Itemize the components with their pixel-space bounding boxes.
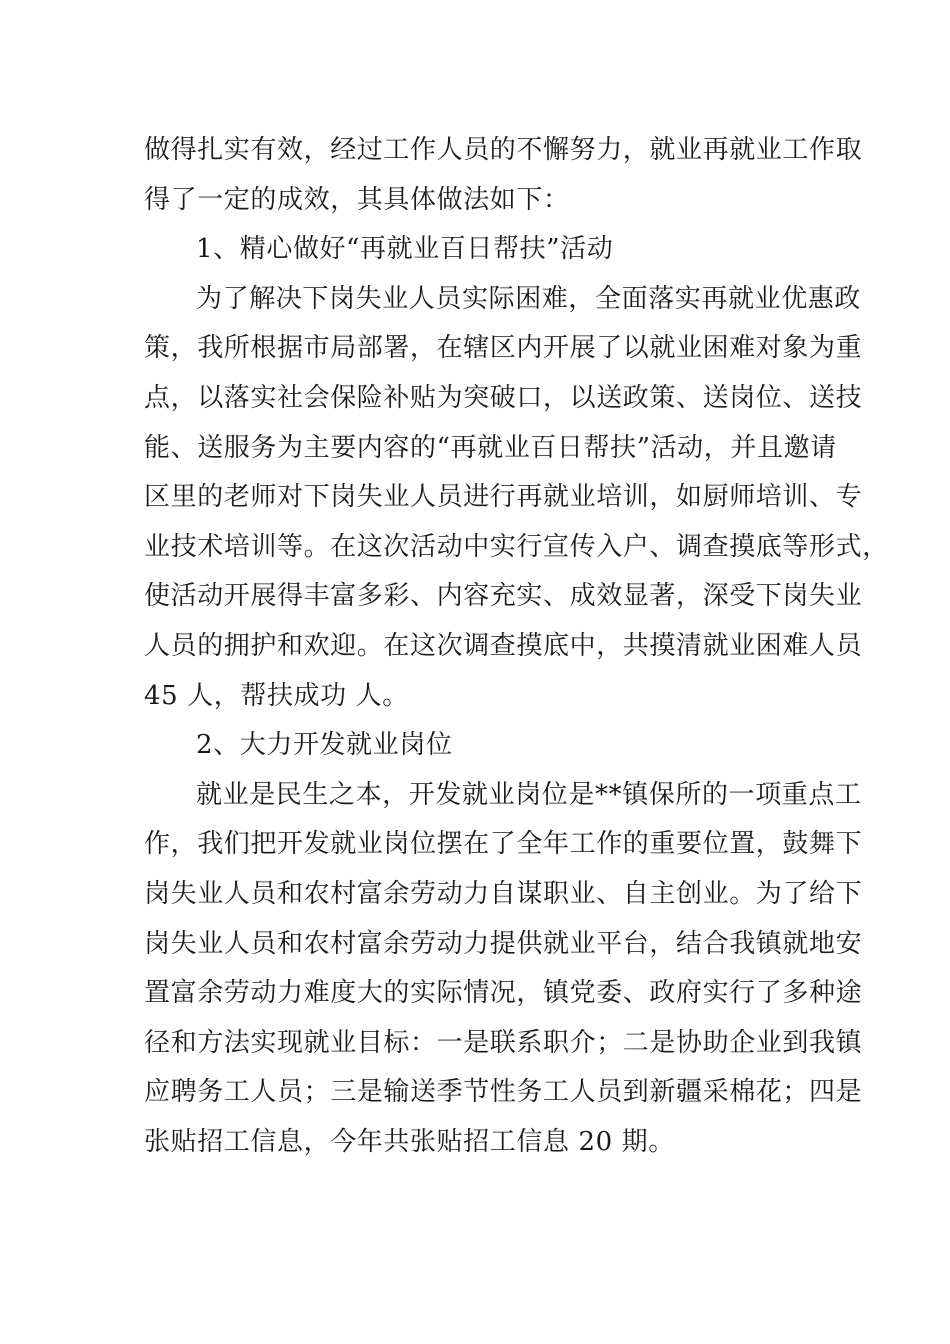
text-line: 岗失业人员和农村富余劳动力提供就业平台，结合我镇就地安 (144, 928, 863, 959)
text-line: 得了一定的成效，其具体做法如下： (144, 184, 570, 215)
document-body (144, 126, 889, 1167)
text-line: 为了解决下岗失业人员实际困难，全面落实再就业优惠政 (196, 283, 862, 314)
text-line: 径和方法实现就业目标：一是联系职介；二是协助企业到我镇 (144, 1027, 863, 1058)
text-line: 置富余劳动力难度大的实际情况，镇党委、政府实行了多种途 (144, 978, 863, 1009)
text-line: 作，我们把开发就业岗位摆在了全年工作的重要位置，鼓舞下 (144, 829, 863, 860)
text-line: 应聘务工人员；三是输送季节性务工人员到新疆采棉花；四是 (144, 1077, 863, 1108)
section-heading: 2、大力开发就业岗位 (196, 730, 453, 761)
text-line: 就业是民生之本，开发就业岗位是**镇保所的一项重点工 (196, 779, 862, 810)
text-line: 策，我所根据市局部署，在辖区内开展了以就业困难对象为重 (144, 333, 863, 364)
text-line: 使活动开展得丰富多彩、内容充实、成效显著，深受下岗失业 (144, 581, 863, 612)
section-heading: 1、精心做好“再就业百日帮扶”活动 (196, 234, 614, 265)
text-line: 人员的拥护和欢迎。在这次调查摸底中，共摸清就业困难人员 (144, 630, 863, 661)
text-line: 张贴招工信息，今年共张贴招工信息 20 期。 (144, 1126, 675, 1157)
text-line: 做得扎实有效，经过工作人员的不懈努力，就业再就业工作取 (144, 135, 863, 165)
text-line: 能、送服务为主要内容的“再就业百日帮扶”活动，并且邀请 (144, 432, 837, 463)
text-line: 点，以落实社会保险补贴为突破口，以送政策、送岗位、送技 (144, 382, 863, 413)
text-line: 区里的老师对下岗失业人员进行再就业培训，如厨师培训、专 (144, 482, 863, 513)
text-line: 业技术培训等。在这次活动中实行宣传入户、调查摸底等形式， (144, 531, 889, 562)
text-line: 45 人，帮扶成功 人。 (144, 680, 409, 711)
text-line: 岗失业人员和农村富余劳动力自谋职业、自主创业。为了给下 (144, 878, 863, 909)
